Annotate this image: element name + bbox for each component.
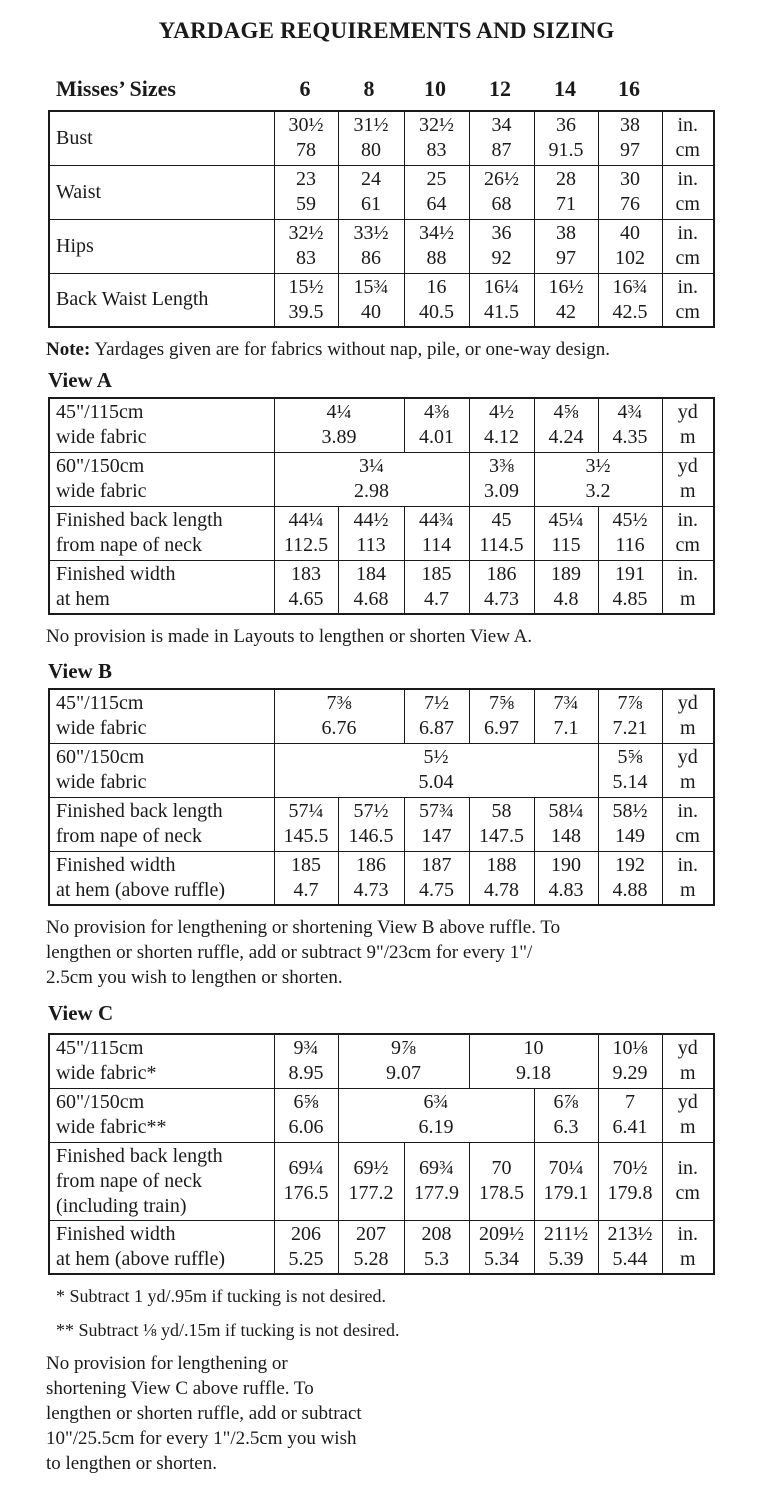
size-10: 10 (424, 76, 446, 101)
width-cell: 211½ 5.39 (534, 1220, 598, 1274)
measure-cell: 16½ 42 (534, 273, 598, 327)
view-c-footnote: No provision for lengthening or shortening View C above ruffle. To lengthen or shorten ruffle, add or subtract 10"/25.5cm for every 1"/2.5cm you wish to lengthen or shorten. (46, 1353, 362, 1474)
width-cell: 191 4.85 (598, 560, 662, 614)
unit-cell: yd m (662, 1034, 714, 1088)
measure-cell: 32½ 83 (404, 111, 469, 165)
table-row-60-fabric (49, 743, 714, 797)
yardage-cell: 7 6.41 (598, 1088, 662, 1142)
table-row-60-fabric (49, 452, 714, 506)
row-label: Finished width at hem (49, 560, 274, 614)
table-row-hips (49, 219, 714, 273)
row-label: Hips (49, 219, 274, 273)
note-text: Yardages given are for fabrics without nap, pile, or one-way design. (90, 339, 611, 360)
width-cell: 185 4.7 (404, 560, 469, 614)
size-6: 6 (299, 76, 311, 101)
row-label: 45"/115cm wide fabric (49, 689, 274, 743)
table-row-60-fabric (49, 1088, 714, 1142)
length-cell: 69¼ 176.5 (274, 1142, 338, 1220)
yardage-cell: 4⅝ 4.24 (534, 398, 598, 452)
yardage-cell: 3¼ 2.98 (274, 452, 469, 506)
row-label: Waist (49, 165, 274, 219)
view-c-heading: View C (48, 1001, 114, 1025)
measure-cell: 31½ 80 (338, 111, 404, 165)
measure-cell: 38 97 (534, 219, 598, 273)
yardage-cell: 7⅝ 6.97 (469, 689, 534, 743)
note-label: Note: (46, 339, 91, 360)
measure-cell: 34 87 (469, 111, 534, 165)
yardage-cell: 7⅞ 7.21 (598, 689, 662, 743)
length-cell: 57¾ 147 (404, 797, 469, 851)
unit-cell: in. m (662, 851, 714, 905)
unit-cell: in. cm (662, 219, 714, 273)
unit-cell: in. cm (662, 1142, 714, 1220)
size-8: 8 (363, 76, 375, 101)
measure-cell: 32½ 83 (274, 219, 338, 273)
width-cell: 207 5.28 (338, 1220, 404, 1274)
width-cell: 185 4.7 (274, 851, 338, 905)
unit-cell: in. cm (662, 165, 714, 219)
yardage-cell: 4¾ 4.35 (598, 398, 662, 452)
measure-cell: 16¼ 41.5 (469, 273, 534, 327)
row-label: Back Waist Length (49, 273, 274, 327)
width-cell: 187 4.75 (404, 851, 469, 905)
row-label: 45"/115cm wide fabric (49, 398, 274, 452)
view-b-footnote: No provision for lengthening or shortening View B above ruffle. To lengthen or shorten ruffle, add or subtract 9"/23cm for every 1"/ 2.5cm you wish to lengthen or shorten. (46, 917, 561, 988)
length-cell: 70½ 179.8 (598, 1142, 662, 1220)
unit-cell: in. cm (662, 797, 714, 851)
measure-cell: 36 91.5 (534, 111, 598, 165)
measure-cell: 30½ 78 (274, 111, 338, 165)
sizes-header (48, 76, 713, 106)
yardage-cell: 4⅜ 4.01 (404, 398, 469, 452)
unit-cell: in. m (662, 560, 714, 614)
table-row-back-length (49, 506, 714, 560)
yardage-cell: 7½ 6.87 (404, 689, 469, 743)
width-cell: 186 4.73 (469, 560, 534, 614)
unit-cell: yd m (662, 398, 714, 452)
width-cell: 190 4.83 (534, 851, 598, 905)
length-cell: 70¼ 179.1 (534, 1142, 598, 1220)
size-12: 12 (489, 76, 511, 101)
row-label: Finished back length from nape of neck (including train) (49, 1142, 274, 1220)
length-cell: 69¾ 177.9 (404, 1142, 469, 1220)
unit-cell: yd m (662, 689, 714, 743)
width-cell: 206 5.25 (274, 1220, 338, 1274)
yardage-cell: 5⅝ 5.14 (598, 743, 662, 797)
unit-cell: yd m (662, 452, 714, 506)
table-row-45-fabric (49, 689, 714, 743)
row-label: Finished width at hem (above ruffle) (49, 1220, 274, 1274)
length-cell: 44¼ 112.5 (274, 506, 338, 560)
length-cell: 57½ 146.5 (338, 797, 404, 851)
measure-cell: 25 64 (404, 165, 469, 219)
view-a-table (48, 397, 715, 615)
length-cell: 58½ 149 (598, 797, 662, 851)
table-row-back-length (49, 1142, 714, 1220)
table-row-45-fabric (49, 1034, 714, 1088)
table-row-45-fabric (49, 398, 714, 452)
sizes-label: Misses’ Sizes (56, 76, 176, 101)
measure-cell: 34½ 88 (404, 219, 469, 273)
width-cell: 186 4.73 (338, 851, 404, 905)
measure-cell: 26½ 68 (469, 165, 534, 219)
length-cell: 44½ 113 (338, 506, 404, 560)
measure-cell: 38 97 (598, 111, 662, 165)
yardage-cell: 9⅞ 9.07 (338, 1034, 469, 1088)
table-row-bust (49, 111, 714, 165)
view-a-heading: View A (48, 368, 112, 392)
footnote-double-star: ** Subtract ⅛ yd/.15m if tucking is not desired. (56, 1320, 400, 1340)
length-cell: 58¼ 148 (534, 797, 598, 851)
row-label: 60"/150cm wide fabric** (49, 1088, 274, 1142)
measure-cell: 15½ 39.5 (274, 273, 338, 327)
view-b-heading: View B (48, 659, 112, 683)
measure-cell: 16 40.5 (404, 273, 469, 327)
yardage-cell: 4¼ 3.89 (274, 398, 404, 452)
view-b-table (48, 688, 715, 906)
row-label: Finished back length from nape of neck (49, 506, 274, 560)
size-14: 14 (554, 76, 576, 101)
measure-cell: 40 102 (598, 219, 662, 273)
yardage-cell: 3½ 3.2 (534, 452, 662, 506)
row-label: 60"/150cm wide fabric (49, 452, 274, 506)
measure-cell: 16¾ 42.5 (598, 273, 662, 327)
yardage-cell: 9¾ 8.95 (274, 1034, 338, 1088)
yardage-cell: 3⅜ 3.09 (469, 452, 534, 506)
length-cell: 45¼ 115 (534, 506, 598, 560)
length-cell: 44¾ 114 (404, 506, 469, 560)
yardage-cell: 6⅝ 6.06 (274, 1088, 338, 1142)
body-measurements-table (48, 110, 715, 328)
measure-cell: 15¾ 40 (338, 273, 404, 327)
table-row-hem-width (49, 1220, 714, 1274)
yardage-cell: 4½ 4.12 (469, 398, 534, 452)
width-cell: 213½ 5.44 (598, 1220, 662, 1274)
unit-cell: yd m (662, 743, 714, 797)
yardage-cell: 5½ 5.04 (274, 743, 598, 797)
table-row-waist (49, 165, 714, 219)
unit-cell: yd m (662, 1088, 714, 1142)
unit-cell: in. cm (662, 506, 714, 560)
yardage-cell: 7⅜ 6.76 (274, 689, 404, 743)
unit-cell: in. m (662, 1220, 714, 1274)
row-label: Finished back length from nape of neck (49, 797, 274, 851)
length-cell: 45½ 116 (598, 506, 662, 560)
width-cell: 192 4.88 (598, 851, 662, 905)
view-a-footnote: No provision is made in Layouts to lengthen or shorten View A. (46, 626, 533, 647)
table-row-back-length (49, 797, 714, 851)
measure-cell: 24 61 (338, 165, 404, 219)
length-cell: 57¼ 145.5 (274, 797, 338, 851)
yardage-cell: 7¾ 7.1 (534, 689, 598, 743)
width-cell: 189 4.8 (534, 560, 598, 614)
width-cell: 208 5.3 (404, 1220, 469, 1274)
table-row-hem-width (49, 851, 714, 905)
row-label: 60"/150cm wide fabric (49, 743, 274, 797)
width-cell: 209½ 5.34 (469, 1220, 534, 1274)
width-cell: 184 4.68 (338, 560, 404, 614)
unit-cell: in. cm (662, 273, 714, 327)
measure-cell: 33½ 86 (338, 219, 404, 273)
view-c-table (48, 1033, 715, 1275)
footnote-single-star: * Subtract 1 yd/.95m if tucking is not desired. (56, 1286, 386, 1306)
table-row-hem-width (49, 560, 714, 614)
measure-cell: 23 59 (274, 165, 338, 219)
yardage-cell: 6¾ 6.19 (338, 1088, 534, 1142)
yardage-cell: 6⅞ 6.3 (534, 1088, 598, 1142)
row-label: Finished width at hem (above ruffle) (49, 851, 274, 905)
page-title: YARDAGE REQUIREMENTS AND SIZING (158, 18, 615, 43)
length-cell: 69½ 177.2 (338, 1142, 404, 1220)
row-label: Bust (49, 111, 274, 165)
yardage-cell: 10⅛ 9.29 (598, 1034, 662, 1088)
length-cell: 58 147.5 (469, 797, 534, 851)
width-cell: 188 4.78 (469, 851, 534, 905)
length-cell: 45 114.5 (469, 506, 534, 560)
nap-note (46, 337, 736, 362)
row-label: 45"/115cm wide fabric* (49, 1034, 274, 1088)
yardage-cell: 10 9.18 (469, 1034, 598, 1088)
measure-cell: 28 71 (534, 165, 598, 219)
unit-cell: in. cm (662, 111, 714, 165)
measure-cell: 36 92 (469, 219, 534, 273)
measure-cell: 30 76 (598, 165, 662, 219)
size-16: 16 (618, 76, 640, 101)
table-row-back-waist-length (49, 273, 714, 327)
width-cell: 183 4.65 (274, 560, 338, 614)
length-cell: 70 178.5 (469, 1142, 534, 1220)
